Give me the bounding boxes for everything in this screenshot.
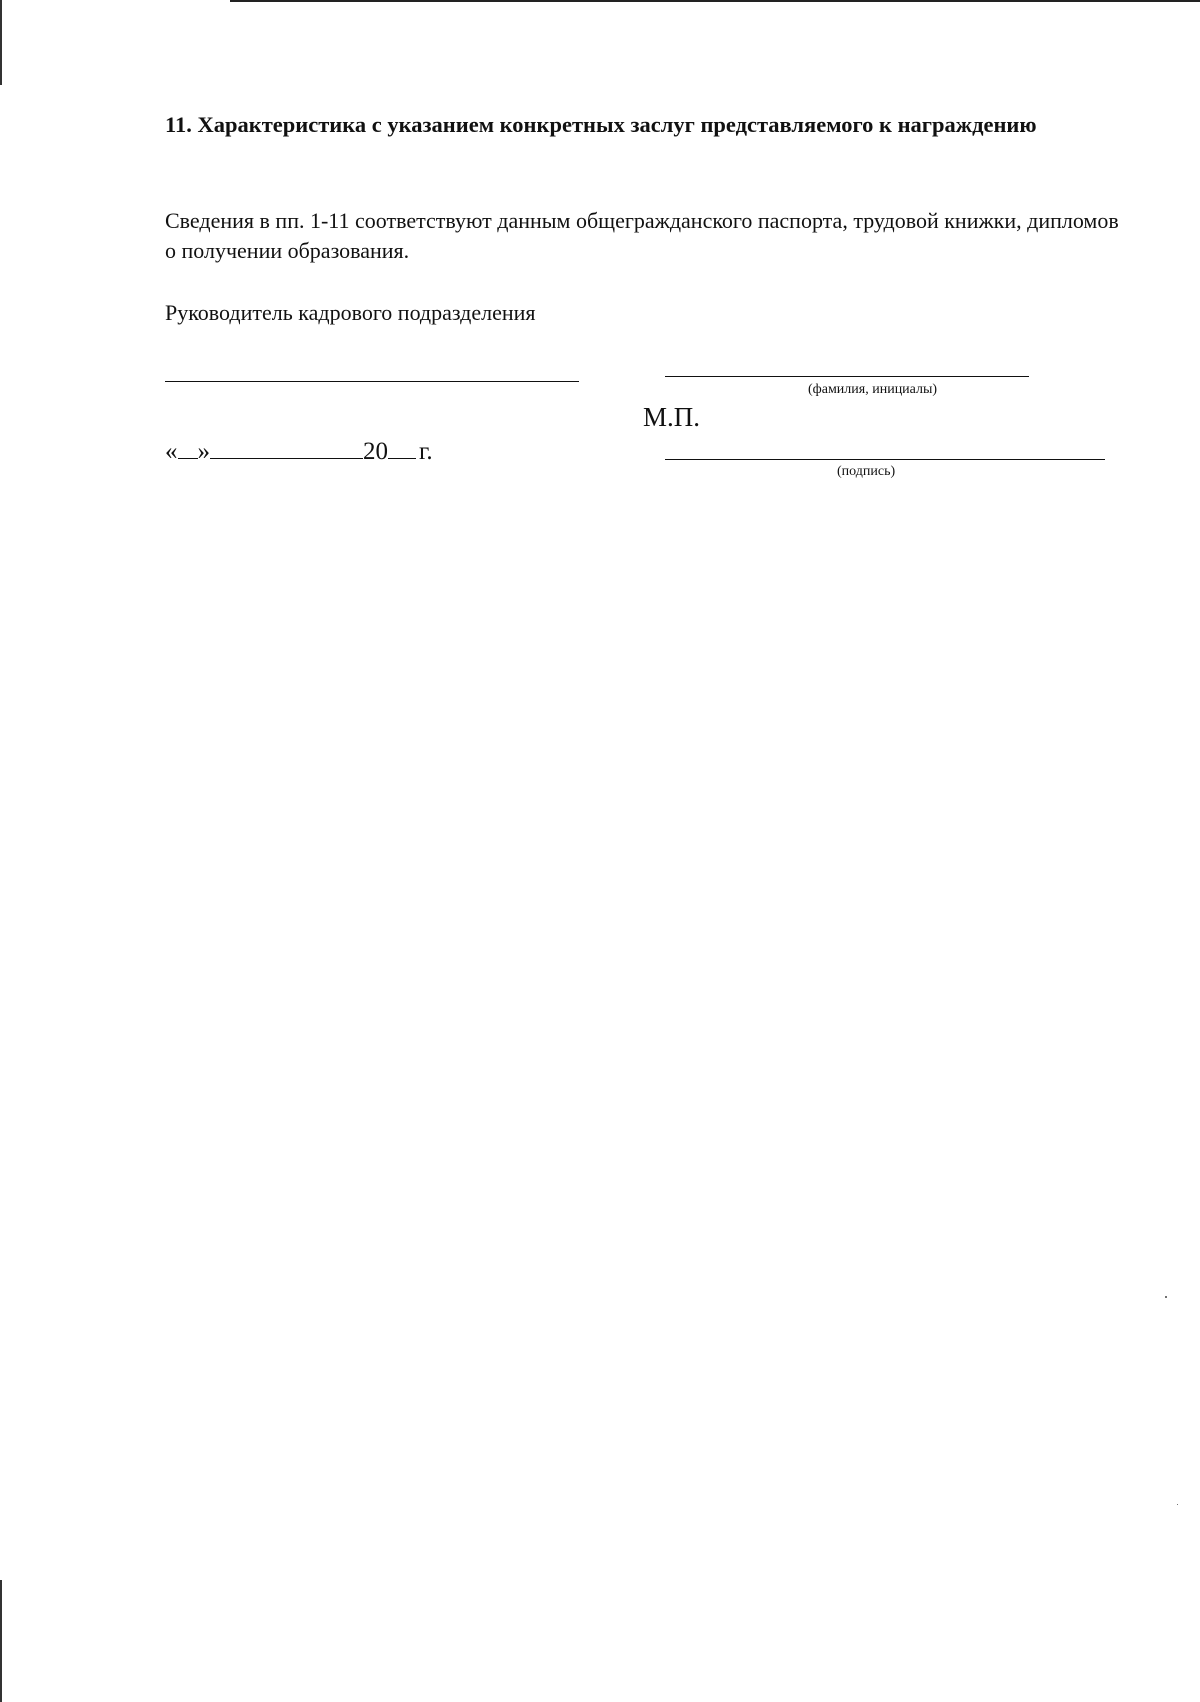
day-blank [178, 436, 198, 459]
scan-edge-left-bottom [0, 1580, 2, 1702]
verification-statement: Сведения в пп. 1-11 соответствуют данным общегражданского паспорта, трудовой книжки, дипломов о получении образования. [165, 208, 1119, 263]
scan-edge-top [230, 0, 1200, 2]
date-open-quote: « [165, 438, 178, 465]
name-line [665, 376, 1029, 377]
month-blank [210, 436, 363, 459]
date-field [165, 436, 433, 466]
scan-speck [1177, 1504, 1178, 1505]
name-caption: (фамилия, инициалы) [808, 382, 938, 397]
date-close-quote: » [197, 438, 210, 465]
year-blank [388, 436, 416, 459]
scan-edge-left-top [0, 0, 2, 85]
stamp-placeholder: М.П. [643, 402, 701, 432]
year-suffix: г. [419, 438, 433, 465]
signature-line-right [665, 459, 1105, 460]
section-heading: 11. Характеристика с указанием конкретных заслуг представляемого к награждению [165, 112, 1037, 137]
scan-speck [1165, 1296, 1167, 1298]
signatory-role: Руководитель кадрового подразделения [165, 300, 536, 325]
signature-line-left [165, 381, 579, 382]
year-prefix: 20 [363, 438, 388, 465]
signature-caption: (подпись) [837, 464, 896, 479]
